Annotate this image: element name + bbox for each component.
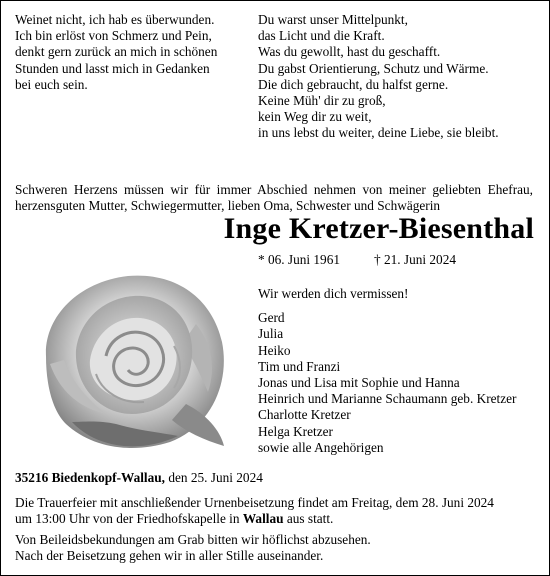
ceremony-line: aus statt. [283,511,334,527]
closing-line: Nach der Beisetzung gehen wir in aller Stille auseinander. [15,548,324,564]
mourner-name: Helga Kretzer [258,423,333,439]
mourner-name: Julia [258,326,284,342]
poem-line: Keine Müh' dir zu groß, [258,93,386,109]
notice-date: den 25. Juni 2024 [165,470,263,485]
rose-image [36,264,232,454]
poem-line: bei euch sein. [15,76,88,92]
mourner-name: Jonas und Lisa mit Sophie und Hanna [258,375,460,391]
poem-line: Ich bin erlöst von Schmerz und Pein, [15,28,212,44]
poem-line: Was du gewollt, hast du geschafft. [258,44,441,60]
mourner-name: Heiko [258,342,291,358]
mourners-list [258,286,516,456]
birth-date: * 06. Juni 1961 [258,252,341,267]
place-and-date [15,470,263,486]
poem-line: Du warst unser Mittelpunkt, [258,12,408,27]
ceremony-place: Wallau [242,511,284,527]
deceased-name: Inge Kretzer-Biesenthal [223,212,534,245]
poem-line: Die dich gebraucht, du halfst gerne. [258,76,449,92]
ceremony-line: um 13:00 Uhr von der Friedhofskapelle in [15,511,243,527]
poem-line: Du gabst Orientierung, Schutz und Wärme. [258,60,489,76]
closing-line: Von Beileidsbekundungen am Grab bitten wir höflichst abzusehen. [15,532,371,547]
poem-left [15,12,217,93]
closing-text [15,532,371,564]
poem-line: in uns lebst du weiter, deine Liebe, sie bleibt. [258,125,499,141]
life-dates [258,252,456,268]
poem-line: das Licht und die Kraft. [258,28,385,44]
poem-line: Weinet nicht, ich hab es überwunden. [15,12,215,27]
mourner-name: Heinrich und Marianne Schaumann geb. Kretzer [258,391,517,407]
place: 35216 Biedenkopf-Wallau, [15,470,165,485]
poem-line: Stunden und lasst mich in Gedanken [15,60,210,76]
mourner-name: Charlotte Kretzer [258,407,351,423]
poem-right [258,12,499,142]
ceremony-line: Die Trauerfeier mit anschließender Urnenbeisetzung findet am Freitag, dem 28. Juni 2024 [15,495,494,510]
intro-text: Schweren Herzens müssen wir für immer Abschied nehmen von meiner geliebten Ehefrau, herzensguten Mutter, Schwiegermutter, lieben Oma, Schwester und Schwägerin [15,182,533,213]
mourner-name: Tim und Franzi [258,358,341,374]
mourners-heading: Wir werden dich vermissen! [258,286,409,301]
mourner-name: sowie alle Angehörigen [258,439,384,455]
poem-line: kein Weg dir zu weit, [258,109,372,125]
death-date: † 21. Juni 2024 [374,252,457,267]
ceremony-info [15,495,537,527]
poem-line: denkt gern zurück an mich in schönen [15,44,218,60]
mourner-name: Gerd [258,310,285,326]
